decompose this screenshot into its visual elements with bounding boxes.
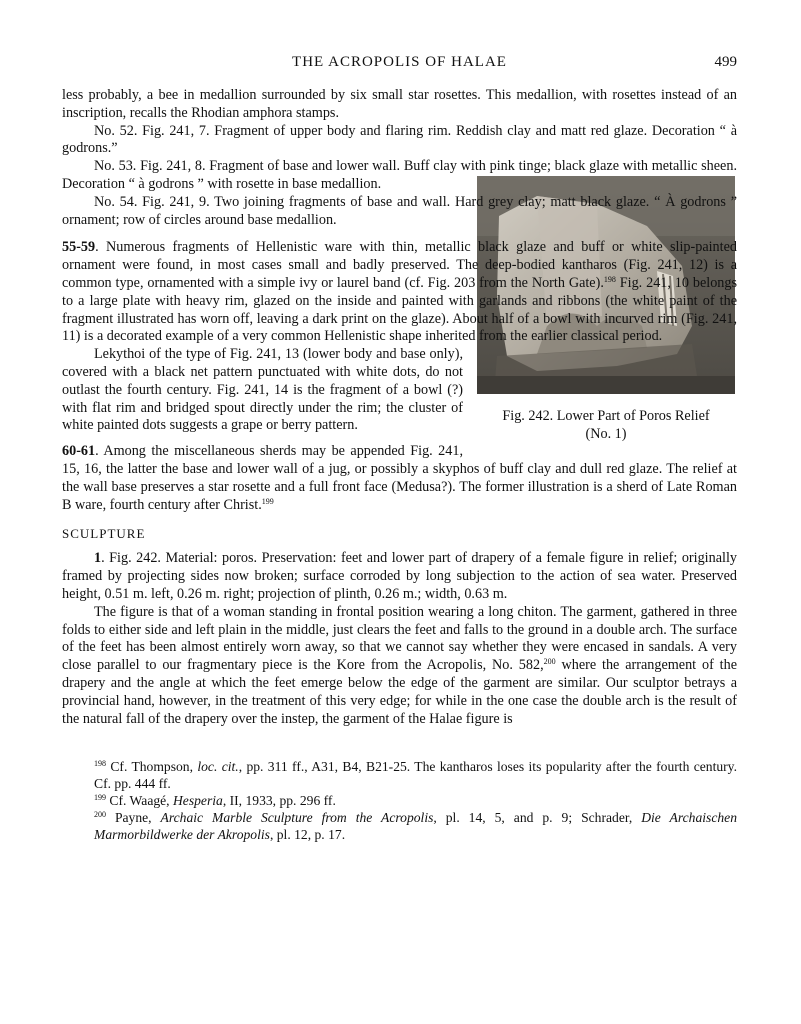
footnote-text: Payne, — [106, 810, 161, 826]
paragraph-no-53: No. 53. Fig. 241, 8. Fragment of base and lower wall. Buff clay with pink tinge; black glaze with metallic sheen. Decoration “ à godrons ” with rosette in base medallion. — [62, 158, 737, 192]
paragraph-lekythoi: Lekythoi of the type of Fig. 241, 13 (lower body and base only), covered with a black net pattern punctuated with white dots, do not outlast the fourth century. Fig. 241, 14 is the fragment of a bowl (?) with flat rim and bridged spout directly under the rim; the cluster of white painted dots suggests a grape or berry pattern. — [62, 346, 463, 434]
entry-55-59 — [62, 239, 737, 346]
footnote-ref-199: 199 — [261, 496, 274, 506]
paragraph-sculpture-description — [62, 604, 737, 729]
footnote-italic: Archaic Marble Sculpture from the Acropolis — [160, 810, 434, 826]
page-number: 499 — [714, 54, 737, 70]
footnote-text: , pl. 14, 5, and p. 9; Schrader, — [433, 810, 642, 826]
footnote-200 — [62, 809, 737, 843]
running-title: THE ACROPOLIS OF HALAE — [292, 54, 507, 70]
footnote-text: , pl. 12, p. 17. — [269, 827, 346, 843]
section-heading-sculpture: SCULPTURE — [62, 526, 146, 542]
footnote-ref-200: 200 — [543, 657, 556, 667]
sculpture-text-a: The figure is that of a woman standing in frontal position wearing a long chiton. The garment, gathered in three folds to either side and left plain in the middle, just clears the feet and falls to the ground in a double arch. The surface of the feet has been almost entirely worn away, so that we cannot say whether they were encased in sandals. A very close parallel to our fragmentary piece is the Kore from the Acropolis, No. 582, — [62, 603, 737, 674]
sculpture-1-text: . Fig. 242. Material: poros. Preservation: feet and lower part of drapery of a female figure in relief; originally framed by projecting sides now broken; surface corroded by long subjection to the action of sea water. Preserved height, 0.51 m. left, 0.26 m. right; projection of plinth, 0.26 m.; width, 0.63 m. — [62, 550, 737, 602]
footnote-198 — [62, 758, 737, 792]
entry-55-59-text-b: Fig. 241, 10 belongs to a large plate with heavy rim, glazed on the inside and painted with garlands and ribbons (the white paint of the fragment illustrated has worn off, leaving a dark print on the glaze). About half of a bowl with incurved rim (Fig. 241, 11) is a decorated example of a very common Hellenistic shape inherited from the earlier classical period. — [62, 274, 737, 345]
footnote-text: Cf. Thompson, — [106, 759, 198, 775]
footnotes — [62, 758, 737, 843]
footnote-number: 198 — [94, 759, 106, 769]
entry-label-55-59: 55-59 — [62, 239, 96, 256]
footnote-ref-198: 198 — [603, 274, 616, 284]
caption-line-2: (No. 1) — [585, 426, 627, 443]
paragraph-continued: less probably, a bee in medallion surrounded by six small star rosettes. This medallion, with rosettes instead of an inscription, recalls the Rhodian amphora stamps. — [62, 87, 737, 121]
paragraph-no-52: No. 52. Fig. 241, 7. Fragment of upper body and flaring rim. Reddish clay and matt red glaze. Decoration “ à godrons.” — [62, 122, 737, 157]
paragraph-60-61 — [62, 443, 737, 514]
footnote-italic: Hesperia — [172, 793, 223, 809]
footnote-italic: Die Archaischen Marmorbildwerke der Akropolis — [94, 810, 737, 843]
entry-label-1: 1 — [94, 550, 102, 567]
entry-label-60-61: 60-61 — [62, 443, 96, 460]
entry-60-61-text: . Among the miscellaneous sherds may be appended Fig. 241, 15, 16, the latter the base and lower wall of a jug, or possibly a skyphos of buff clay and dull red glaze. The relief at the wall base preserves a star rosette and a full front face (Medusa?). The former illustration is a sherd of Late Roman B ware, fourth century after Christ. — [62, 443, 737, 513]
figure-caption — [475, 407, 737, 443]
paragraph-55-59-intro — [62, 239, 737, 346]
footnote-italic: loc. cit. — [197, 759, 239, 775]
footnote-number: 199 — [94, 793, 106, 803]
footnote-text: Cf. Waagé, — [106, 793, 173, 809]
caption-line-1: Fig. 242. Lower Part of Poros Relief — [502, 408, 710, 425]
entry-55-59-text-a: . Numerous fragments of Hellenistic ware with thin, metallic black glaze and buff or white slip-painted ornament were found, in most cases small and badly preserved. The deep-bodied kantharos (Fig. 241, 12) is a common type, ornamented with a simple ivy or laurel band (cf. Fig. 203 from the North Gate). — [62, 239, 737, 291]
paragraph-no-54: No. 54. Fig. 241, 9. Two joining fragments of base and wall. Hard grey clay; matt black glaze. “ À godrons ” ornament; row of circles around base medallion. — [62, 193, 737, 228]
footnote-199 — [62, 792, 737, 809]
paragraph-sculpture-1 — [62, 550, 737, 603]
footnote-text: , pp. 311 ff., A31, B4, B21-25. The kantharos loses its popularity after the fourth century. Cf. pp. 444 ff. — [94, 759, 737, 792]
sculpture-text-b: where the arrangement of the drapery and the angle at which the feet emerge below the edge of the garment are similar. Our sculptor betrays a provincial hand, however, in the treatment of this very edge; for while in the one case the double arch is the result of the natural fall of the drapery over the instep, the garment of the Halae figure is — [62, 657, 737, 727]
footnote-number: 200 — [94, 810, 106, 820]
page — [62, 52, 737, 843]
footnote-text: , II, 1933, pp. 296 ff. — [222, 793, 336, 809]
running-header — [62, 52, 737, 74]
